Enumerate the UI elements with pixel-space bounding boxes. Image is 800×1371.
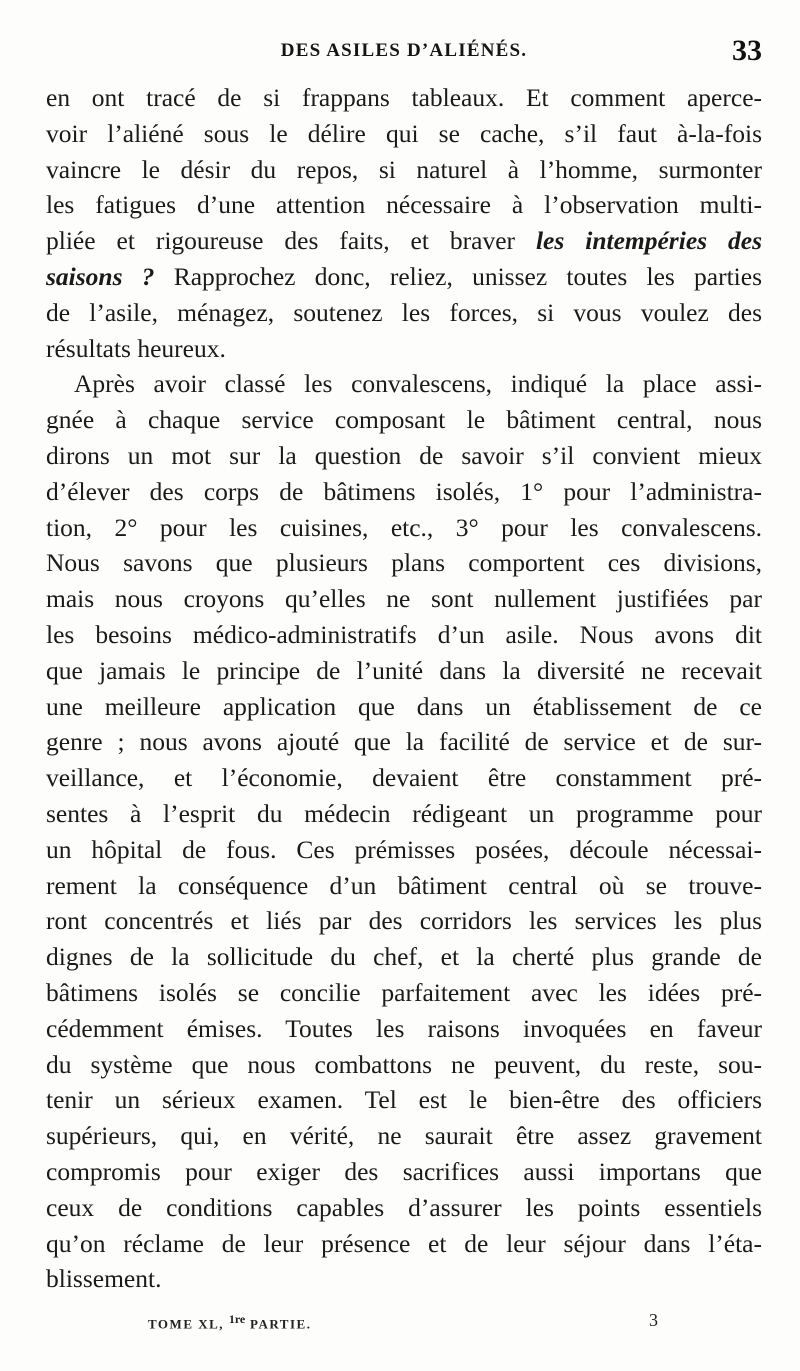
text-segment: mais nous croyons qu’elles ne sont nullement justifiées par — [46, 584, 762, 614]
text-line — [46, 724, 762, 760]
running-head-title: DES ASILES D’ALIÉNÉS. — [280, 40, 528, 61]
text-line — [46, 653, 762, 689]
signature-suffix: PARTIE. — [250, 1316, 312, 1332]
text-segment: que jamais le principe de l’unité dans la diversité ne recevait — [46, 655, 762, 685]
text-segment: dignes de la sollicitude du chef, et la cherté plus grande de — [46, 942, 762, 972]
text-segment: dirons un mot sur la question de savoir s’il convient mieux — [46, 440, 762, 470]
text-line — [46, 116, 762, 152]
text-segment: genre ; nous avons ajouté que la facilité de service et de sur- — [46, 727, 762, 757]
text-line — [46, 1154, 762, 1190]
text-segment: cédemment émises. Toutes les raisons invoquées en faveur — [46, 1013, 762, 1043]
text-segment: vaincre le désir du repos, si naturel à l’homme, surmonter — [46, 154, 762, 184]
text-line — [46, 975, 762, 1011]
paragraph — [46, 366, 762, 1297]
text-segment: qu’on réclame de leur présence et de leur séjour dans l’éta- — [46, 1228, 762, 1258]
text-line — [46, 1082, 762, 1118]
text-line — [46, 438, 762, 474]
text-line — [46, 689, 762, 725]
text-line — [46, 760, 762, 796]
text-segment: veillance, et l’économie, devaient être constamment pré- — [46, 763, 762, 793]
text-line — [46, 474, 762, 510]
text-segment: ront concentrés et liés par des corridors les services les plus — [46, 906, 762, 936]
text-segment: sentes à l’esprit du médecin rédigeant un programme pour — [46, 798, 762, 828]
text-line — [46, 1226, 762, 1262]
text-segment: Après avoir classé les convalescens, indiqué la place assi- — [74, 369, 762, 399]
text-line — [46, 868, 762, 904]
text-segment: Nous savons que plusieurs plans comportent ces divisions, — [46, 548, 762, 578]
text-segment: gnée à chaque service composant le bâtiment central, nous — [46, 405, 762, 435]
text-segment: rement la conséquence d’un bâtiment central où se trouve- — [46, 870, 762, 900]
text-line — [46, 80, 762, 116]
text-line — [46, 152, 762, 188]
text-line — [46, 1047, 762, 1083]
text-line — [46, 581, 762, 617]
text-segment: les intempéries des — [535, 226, 762, 256]
text-line — [46, 903, 762, 939]
text-segment: en ont tracé de si frappans tableaux. Et comment aperce- — [46, 83, 762, 112]
running-head — [46, 34, 762, 70]
body-text — [46, 80, 762, 1297]
text-segment: les besoins médico-administratifs d’un asile. Nous avons dit — [46, 619, 762, 649]
text-line — [46, 331, 762, 367]
text-segment: tenir un sérieux examen. Tel est le bien-être des officiers — [46, 1085, 762, 1115]
text-line — [46, 1011, 762, 1047]
text-segment: les fatigues d’une attention nécessaire à l’observation multi- — [46, 190, 762, 220]
text-segment: blissement. — [46, 1264, 162, 1294]
text-segment: saisons ? — [46, 261, 155, 291]
text-line — [46, 1261, 762, 1297]
text-line — [46, 1190, 762, 1226]
text-segment: une meilleure application que dans un établissement de ce — [46, 691, 762, 721]
text-line — [46, 1118, 762, 1154]
text-segment: supérieurs, qui, en vérité, ne saurait être assez gravement — [46, 1121, 762, 1151]
text-segment: voir l’aliéné sous le délire qui se cache, s’il faut à-la-fois — [46, 118, 762, 148]
text-segment: résultats heureux. — [46, 333, 226, 363]
text-segment: Rapprochez donc, reliez, unissez toutes les parties — [154, 261, 763, 291]
text-line — [46, 187, 762, 223]
text-segment: compromis pour exiger des sacrifices aussi importans que — [46, 1156, 762, 1186]
text-line — [46, 366, 762, 402]
text-segment: un hôpital de fous. Ces prémisses posées, découle nécessai- — [46, 834, 762, 864]
text-line — [46, 223, 762, 259]
text-line — [46, 545, 762, 581]
text-line — [46, 510, 762, 546]
text-segment: d’élever des corps de bâtimens isolés, 1° pour l’administra- — [46, 476, 762, 506]
signature-mark — [148, 1312, 311, 1332]
signature-superscript: 1re — [228, 1312, 246, 1326]
text-line — [46, 402, 762, 438]
text-line — [46, 832, 762, 868]
text-line — [46, 295, 762, 331]
paragraph — [46, 80, 762, 366]
text-segment: de l’asile, ménagez, soutenez les forces, si vous voulez des — [46, 297, 762, 327]
sheet-number: 3 — [649, 1310, 658, 1330]
text-line — [46, 939, 762, 975]
text-segment: du système que nous combattons ne peuvent, du reste, sou- — [46, 1049, 762, 1079]
text-line — [46, 617, 762, 653]
page-footer — [148, 1312, 658, 1336]
text-line — [46, 796, 762, 832]
text-line — [46, 259, 762, 295]
signature-prefix: TOME XL, — [148, 1316, 225, 1332]
text-segment: ceux de conditions capables d’assurer les points essentiels — [46, 1192, 762, 1222]
text-segment: pliée et rigoureuse des faits, et braver — [46, 226, 536, 256]
text-segment: tion, 2° pour les cuisines, etc., 3° pour les convalescens. — [46, 512, 762, 542]
page-number: 33 — [732, 34, 762, 67]
text-segment: bâtimens isolés se concilie parfaitement avec les idées pré- — [46, 977, 762, 1007]
